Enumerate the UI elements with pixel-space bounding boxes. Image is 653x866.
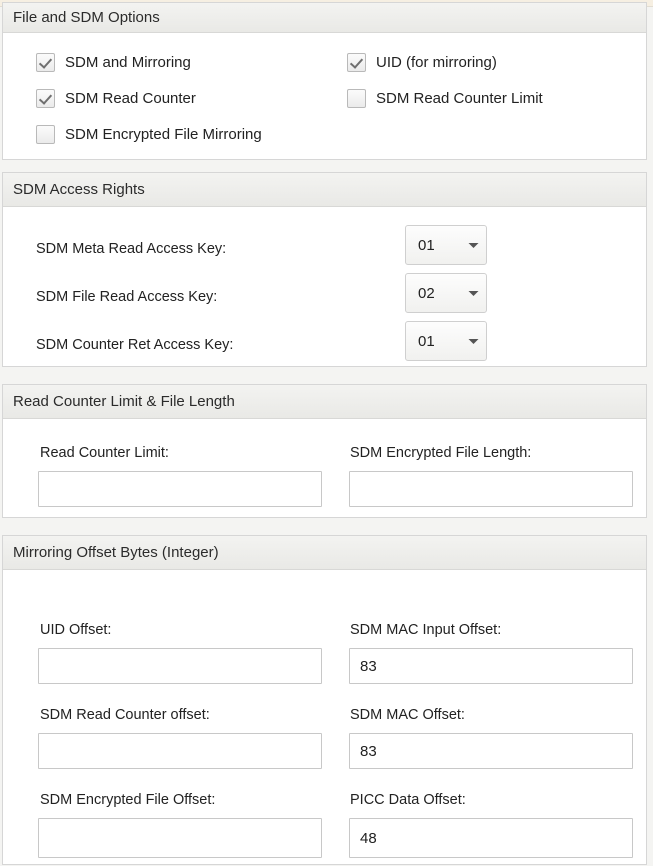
label-sdm-encrypted-file-offset: SDM Encrypted File Offset: [40,792,216,808]
combo-sdm-file-read-access-key[interactable] [405,273,487,313]
label-read-counter-limit: Read Counter Limit: [40,445,169,461]
checkbox-sdm-read-counter[interactable] [36,89,55,108]
label-sdm-mac-offset: SDM MAC Offset: [350,707,465,723]
chevron-down-icon[interactable] [460,338,486,345]
checkbox-label-sdm-encrypted-file-mirroring: SDM Encrypted File Mirroring [65,126,262,143]
input-sdm-encrypted-file-offset[interactable] [38,818,322,858]
checkbox-row-sdm-read-counter[interactable] [36,89,196,108]
chevron-down-icon[interactable] [460,242,486,249]
chevron-down-icon[interactable] [460,290,486,297]
label-sdm-read-counter-offset: SDM Read Counter offset: [40,707,210,723]
combo-sdm-meta-read-access-key[interactable] [405,225,487,265]
label-sdm-encrypted-file-length: SDM Encrypted File Length: [350,445,532,461]
group-file-and-sdm-options [2,2,647,160]
checkbox-label-sdm-read-counter: SDM Read Counter [65,90,196,107]
input-picc-data-offset[interactable]: 48 [349,818,633,858]
checkbox-label-sdm-read-counter-limit: SDM Read Counter Limit [376,90,543,107]
group-title-file-and-sdm-options: File and SDM Options [13,9,160,26]
checkbox-uid-for-mirroring[interactable] [347,53,366,72]
label-sdm-mac-input-offset: SDM MAC Input Offset: [350,622,502,638]
group-sdm-access-rights [2,172,647,367]
group-mirroring-offset-bytes [2,535,647,865]
group-read-counter-limit-and-file-length [2,384,647,518]
checkbox-row-sdm-read-counter-limit[interactable] [347,89,543,108]
input-sdm-encrypted-file-length[interactable] [349,471,633,507]
group-title-sdm-access-rights: SDM Access Rights [13,181,145,198]
group-title-read-counter-limit: Read Counter Limit & File Length [13,393,235,410]
group-body-read-counter-limit [3,419,646,517]
checkbox-sdm-encrypted-file-mirroring[interactable] [36,125,55,144]
combo-sdm-counter-ret-access-key[interactable] [405,321,487,361]
checkbox-row-sdm-and-mirroring[interactable] [36,53,191,72]
group-header-mirroring-offset-bytes [3,536,646,570]
label-sdm-counter-ret-access-key: SDM Counter Ret Access Key: [36,337,234,353]
checkbox-label-sdm-and-mirroring: SDM and Mirroring [65,54,191,71]
label-uid-offset: UID Offset: [40,622,112,638]
group-header-read-counter-limit [3,385,646,419]
checkbox-row-uid-for-mirroring[interactable] [347,53,497,72]
label-sdm-meta-read-access-key: SDM Meta Read Access Key: [36,241,227,257]
group-title-mirroring-offset-bytes: Mirroring Offset Bytes (Integer) [13,544,219,561]
checkbox-sdm-and-mirroring[interactable] [36,53,55,72]
combo-value-sdm-file-read-access-key: 02 [418,284,435,302]
group-body-sdm-access-rights [3,207,646,366]
group-header-file-and-sdm-options [3,3,646,33]
input-sdm-read-counter-offset[interactable] [38,733,322,769]
input-sdm-mac-offset[interactable]: 83 [349,733,633,769]
checkbox-label-uid-for-mirroring: UID (for mirroring) [376,54,497,71]
input-sdm-mac-input-offset[interactable]: 83 [349,648,633,684]
checkbox-row-sdm-encrypted-file-mirroring[interactable] [36,125,262,144]
group-body-mirroring-offset-bytes [3,570,646,864]
combo-value-sdm-meta-read-access-key: 01 [418,236,435,254]
group-body-file-and-sdm-options [3,33,646,159]
input-uid-offset[interactable] [38,648,322,684]
label-picc-data-offset: PICC Data Offset: [350,792,466,808]
group-header-sdm-access-rights [3,173,646,207]
label-sdm-file-read-access-key: SDM File Read Access Key: [36,289,218,305]
checkbox-sdm-read-counter-limit[interactable] [347,89,366,108]
input-read-counter-limit[interactable] [38,471,322,507]
combo-value-sdm-counter-ret-access-key: 01 [418,332,435,350]
